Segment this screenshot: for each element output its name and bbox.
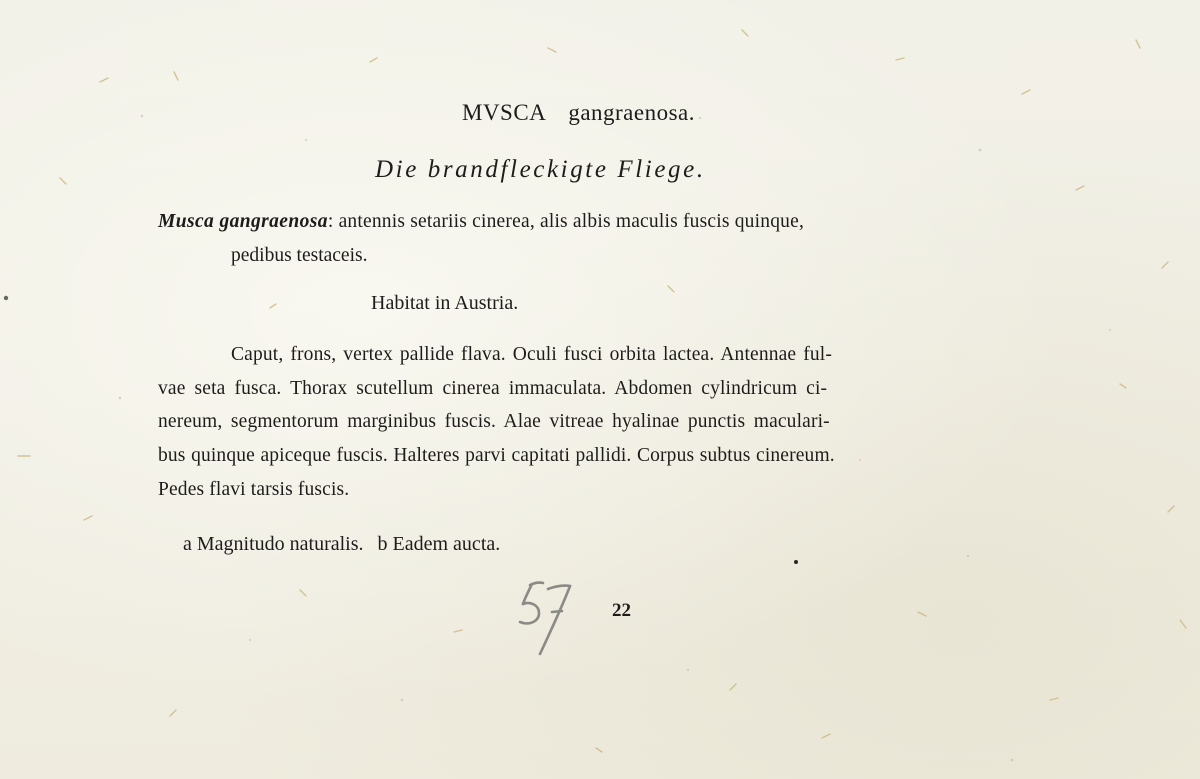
title-species: gangraenosa.	[568, 100, 696, 125]
title-genus: MVSCA	[462, 100, 547, 125]
description-line: Pedes flavi tarsis fuscis.	[158, 479, 350, 500]
page-title	[462, 101, 695, 124]
description-line: nereum, segmentorum marginibus fuscis. Alae vitreae hyalinae punctis maculari-	[158, 411, 830, 432]
description-line: vae seta fusca. Thorax scutellum cinerea immaculata. Abdomen cylindricum ci-	[158, 378, 828, 399]
caption-b: b Eadem aucta.	[377, 533, 501, 555]
diagnosis-text: : antennis setariis cinerea, alis albis maculis fuscis quinque,	[327, 211, 805, 232]
diagnosis-line-1	[158, 212, 804, 232]
ink-dot	[794, 560, 798, 564]
diagnosis-line-2: pedibus testaceis.	[231, 245, 368, 266]
page-subtitle: Die brandfleckigte Fliege.	[375, 156, 706, 183]
page-number: 22	[612, 600, 631, 621]
handwritten-number-57	[512, 574, 582, 660]
figure-caption	[183, 534, 500, 554]
caption-a: a Magnitudo naturalis.	[183, 533, 364, 555]
species-name: Musca gangraenosa	[158, 211, 328, 232]
description-line: Caput, frons, vertex pallide flava. Oculi fusci orbita lactea. Antennae ful-	[231, 344, 833, 365]
description-line: bus quinque apiceque fuscis. Halteres parvi capitati pallidi. Corpus subtus cinereum.	[158, 445, 835, 466]
habitat-line: Habitat in Austria.	[371, 292, 519, 314]
